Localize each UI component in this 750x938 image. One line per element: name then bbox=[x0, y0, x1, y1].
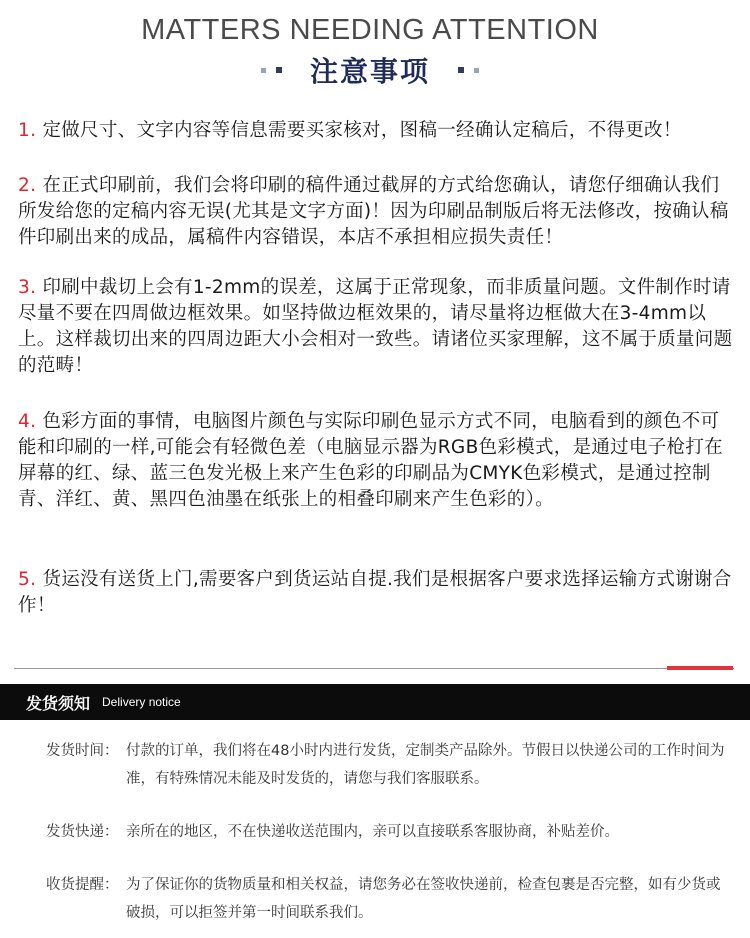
divider-accent bbox=[667, 666, 733, 670]
delivery-label: 发货快递： bbox=[46, 824, 119, 840]
note-number: 3. bbox=[18, 277, 37, 298]
note-number: 2. bbox=[18, 175, 37, 196]
note-number: 4. bbox=[18, 411, 37, 432]
section-divider bbox=[14, 668, 734, 669]
delivery-text: 付款的订单，我们将在48小时内进行发货，定制类产品除外。节假日以快递公司的工作时间为准，有特殊情况未能及时发货的，请您与我们客服联系。 bbox=[126, 743, 725, 787]
note-text: 定做尺寸、文字内容等信息需要买家核对，图稿一经确认定稿后，不得更改！ bbox=[36, 120, 682, 141]
note-item bbox=[18, 567, 736, 619]
note-item bbox=[18, 275, 736, 379]
note-text: 货运没有送货上门,需要客户到货运站自提.我们是根据客户要求选择运输方式谢谢合作！ bbox=[18, 569, 732, 616]
english-title: MATTERS NEEDING ATTENTION bbox=[141, 14, 599, 46]
note-text: 在正式印刷前，我们会将印刷的稿件通过截屏的方式给您确认，请您仔细确认我们所发给您的定稿内容无误(尤其是文字方面)！因为印刷品制版后将无法修改，按确认稿件印刷出来的成品，属稿件内容错误，本店不承担相应损失责任！ bbox=[18, 175, 729, 248]
delivery-title-cn: 发货须知 bbox=[26, 693, 91, 713]
note-number: 1. bbox=[18, 120, 37, 141]
chinese-title-row bbox=[0, 50, 740, 90]
dot-icon bbox=[458, 67, 464, 73]
delivery-notice-bar bbox=[0, 684, 750, 720]
delivery-label: 发货时间： bbox=[46, 743, 119, 759]
note-number: 5. bbox=[18, 569, 37, 590]
right-dots-decoration bbox=[458, 67, 479, 73]
dot-icon bbox=[474, 68, 479, 73]
delivery-text: 亲所在的地区，不在快递收送范围内，亲可以直接联系客服协商，补贴差价。 bbox=[126, 824, 619, 840]
chinese-title: 注意事项 bbox=[309, 55, 430, 88]
note-text: 印刷中裁切上会有1-2mm的误差，这属于正常现象，而非质量问题。文件制作时请尽量不要在四周做边框效果。如坚持做边框效果的，请尽量将边框做大在3-4mm以上。这样裁切出来的四周边距大小会相对一致些。请诸位买家理解，这不属于质量问题的范畴！ bbox=[18, 277, 733, 376]
dot-icon bbox=[261, 68, 266, 73]
dot-icon bbox=[276, 67, 282, 73]
note-item bbox=[18, 173, 736, 251]
left-dots-decoration bbox=[261, 67, 282, 73]
note-item bbox=[18, 118, 682, 144]
delivery-title-en: Delivery notice bbox=[102, 695, 181, 709]
delivery-text: 为了保证你的货物质量和相关权益，请您务必在签收快递前，检查包裹是否完整，如有少货或破损，可以拒签并第一时间联系我们。 bbox=[126, 877, 721, 921]
note-item bbox=[18, 409, 736, 513]
delivery-label: 收货提醒： bbox=[46, 877, 119, 893]
header bbox=[0, 0, 750, 100]
note-text: 色彩方面的事情，电脑图片颜色与实际印刷色显示方式不同，电脑看到的颜色不可能和印刷的一样,可能会有轻微色差（电脑显示器为RGB色彩模式，是通过电子枪打在屏幕的红、绿、蓝三色发光极上来产生色彩的印刷品为CMYK色彩模式，是通过控制青、洋红、黄、黑四色油墨在纸张上的相叠印刷来产生色彩的）。 bbox=[18, 411, 723, 510]
